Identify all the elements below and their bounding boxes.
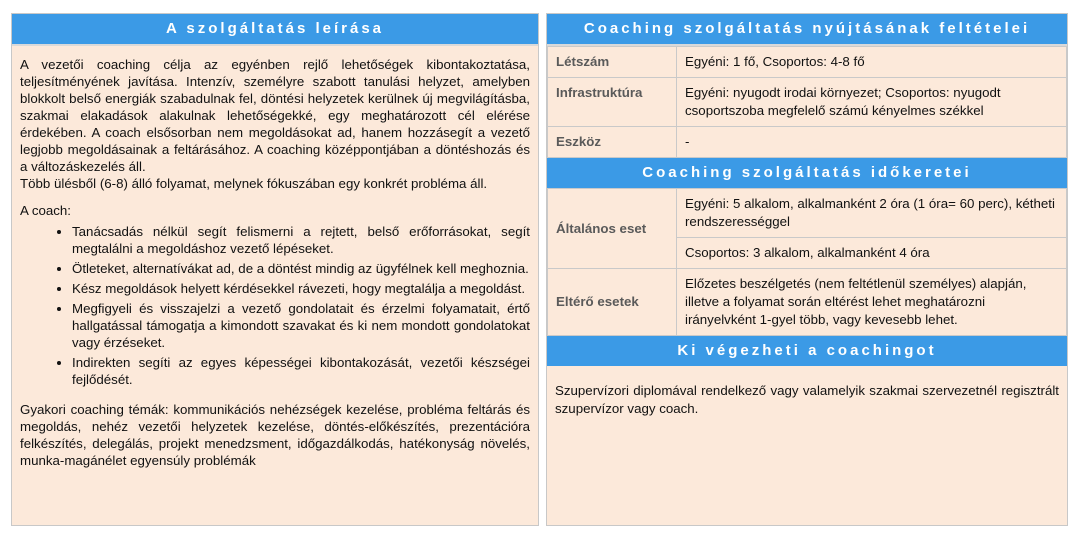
timeframe-table [547, 188, 1067, 336]
service-description-panel [11, 13, 539, 526]
coach-list-item: • Megfigyeli és visszajelzi a vezető gondolatait és érzelmi folyamatait, értő hallgatással támogatja a kimondott szavakat és ki nem mondott gondolatokat vagy érzéseket. [72, 300, 530, 351]
who-title: Ki végezheti a coachingot [547, 336, 1067, 366]
coach-list-item: • Kész megoldások helyett kérdésekkel rávezeti, hogy megtalálja a megoldást. [72, 280, 530, 297]
conditions-panel [546, 13, 1068, 526]
timeframe-title: Coaching szolgáltatás időkeretei [547, 158, 1067, 188]
intro-paragraph: A vezetői coaching célja az egyénben rejlő lehetőségek kibontakoztatása, teljesítményének javítása. Intenzív, személyre szabott tanulási helyzet, amelyben blokkolt belső energiák szabadulnak fel, döntési helyzetek kerülnek új megvilágításba, szakmai elakadások alakulnak lehetőségekké, egy meghatározott cél elérése érdekében. A coach elsősorban nem megoldásokat ad, hanem hozzásegít a vezető legjobb megoldásainak a feltárásához. A coaching középpontjában a döntéshozás és a változáskezelés áll. [20, 57, 530, 174]
who-text: Szupervízori diplomával rendelkező vagy valamelyik szakmai szervezetnél regisztrált szupervízor vagy coach. [555, 383, 1059, 416]
row-value: Előzetes beszélgetés (nem feltétlenül személyes) alapján, illetve a folyamat során eltérést lehet meghatározni irányelvként 1-gyel több, vagy kevesebb lehet. [677, 269, 1067, 336]
coach-list-item: • Ötleteket, alternatívákat ad, de a döntést mindig az ügyfélnek kell meghoznia. [72, 260, 530, 277]
row-value: - [677, 127, 1067, 158]
table-row [548, 47, 1067, 78]
process-paragraph: Több ülésből (6-8) álló folyamat, melynek fókuszában egy konkrét probléma áll. [20, 176, 488, 191]
conditions-table [547, 46, 1067, 158]
row-value: Egyéni: 5 alkalom, alkalmanként 2 óra (1 óra= 60 perc), kétheti rendszerességgel [677, 189, 1067, 238]
table-row [548, 78, 1067, 127]
table-row [548, 127, 1067, 158]
row-value: Csoportos: 3 alkalom, alkalmanként 4 óra [677, 238, 1067, 269]
service-description-title: A szolgáltatás leírása [12, 14, 538, 46]
coach-label: A coach: [20, 203, 72, 218]
row-value: Egyéni: nyugodt irodai környezet; Csoportos: nyugodt csoportszoba megfelelő számú kényelmes székkel [677, 78, 1067, 127]
coach-list-item: • Tanácsadás nélkül segít felismerni a rejtett, belső erőforrásokat, segít megtalálni a megoldáshoz vezető lépéseket. [72, 223, 530, 257]
row-label: Infrastruktúra [548, 78, 677, 127]
conditions-title: Coaching szolgáltatás nyújtásának feltételei [547, 14, 1067, 46]
table-row [548, 269, 1067, 336]
row-value: Egyéni: 1 fő, Csoportos: 4-8 fő [677, 47, 1067, 78]
row-label: Eltérő esetek [548, 269, 677, 336]
row-label: Eszköz [548, 127, 677, 158]
table-row [548, 189, 1067, 238]
topics-paragraph: Gyakori coaching témák: kommunikációs nehézségek kezelése, probléma feltárás és megoldás, nehéz vezetői helyzetek kezelése, döntés-előkészítés, prezentációra felkészítés, delegálás, projekt menedzsment, időgazdálkodás, hatékonyság növelés, munka-magánélet egyensúly problémák [20, 402, 530, 468]
row-label: Általános eset [548, 189, 677, 269]
coach-list-item: • Indirekten segíti az egyes képességei kibontakozását, vezetői készségei fejlődését. [72, 354, 530, 388]
coach-list [20, 223, 530, 388]
service-description-body [12, 46, 538, 469]
row-label: Létszám [548, 47, 677, 78]
